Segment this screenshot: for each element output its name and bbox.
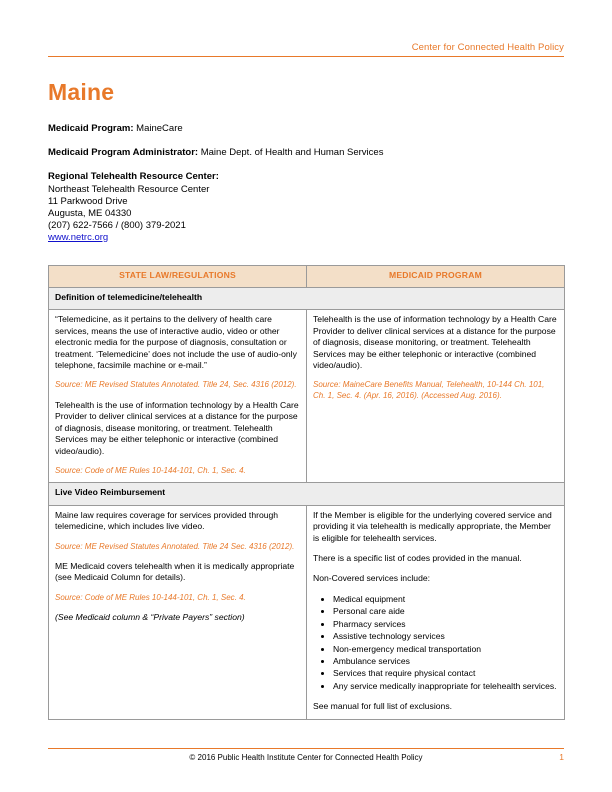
live-video-medicaid-paragraph-3: Non-Covered services include:	[313, 573, 431, 584]
definition-state-paragraph-2: Telehealth is the use of information technology by a Health Care Provider to deliver clinical services at a distance for the purpose of diagnosis, disease monitoring, or treatment. Telehealth Services may be either telephonic or interactive (combined video/audio).	[55, 399, 299, 456]
section-heading-row	[49, 287, 565, 309]
section-heading-live-video: Live Video Reimbursement	[49, 483, 565, 505]
list-item: • Pharmacy services	[333, 619, 558, 630]
table-header-row	[49, 265, 565, 287]
non-covered-services-list	[313, 594, 558, 692]
definition-state-paragraph: “Telemedicine, as it pertains to the delivery of health care services, means the use of interactive audio, video or other electronic media for the purpose of diagnosis, consultation or treatment. ‘Telemedicine’ does not include the use of audio-only telephone, facsimile machine or e-mail.”	[55, 314, 297, 371]
regional-trc-row	[48, 172, 564, 243]
live-video-medicaid-paragraph-4: See manual for full list of exclusions.	[313, 701, 452, 712]
live-video-medicaid-paragraph-1: If the Member is eligible for the underlying covered service and providing it via telehealth is medically appropriate, the Member is eligible for telehealth services.	[313, 509, 552, 543]
live-video-state-paragraph-1: Maine law requires coverage for services provided through telemedicine, which includes live video.	[55, 509, 279, 532]
medicaid-program-row	[48, 124, 564, 134]
column-header-medicaid-program: MEDICAID PROGRAM	[307, 265, 565, 287]
page-footer: © 2016 Public Health Institute Center for Connected Health Policy	[189, 753, 423, 762]
definition-medicaid-source: Source: MaineCare Benefits Manual, Telehealth, 10-144 Ch. 101, Ch. 1, Sec. 4. (Apr. 16, 2016). (Accessed Aug. 2016).	[313, 380, 545, 400]
table-row	[49, 505, 565, 719]
medicaid-program-label: Medicaid Program:	[48, 123, 134, 134]
definition-state-source-1: Source: ME Revised Statutes Annotated. Title 24, Sec. 4316 (2012).	[55, 380, 297, 390]
regional-trc-line: Augusta, ME 04330	[48, 208, 132, 220]
list-item: • Personal care aide	[333, 606, 558, 617]
live-video-medicaid-cell	[307, 505, 565, 719]
live-video-state-source-1: Source: ME Revised Statutes Annotated. Title 24 Sec. 4316 (2012).	[55, 541, 295, 551]
medicaid-administrator-value: Maine Dept. of Health and Human Services	[200, 146, 384, 158]
definition-medicaid-paragraph: Telehealth is the use of information technology by a Health Care Provider to deliver clinical services at a distance for the purpose of diagnosis, disease monitoring, or treatment. Telehealth Services may be either telephonic or interactive (combined video/audio).	[313, 314, 557, 371]
page-title: Maine	[48, 79, 115, 105]
live-video-state-source-2: Source: Code of ME Rules 10-144-101, Ch. 1, Sec. 4.	[55, 592, 246, 602]
section-heading-definition: Definition of telemedicine/telehealth	[49, 287, 565, 309]
definition-medicaid-cell	[307, 310, 565, 483]
header-org-name: Center for Connected Health Policy	[411, 42, 564, 53]
regional-trc-website-link[interactable]: www.netrc.org	[48, 231, 109, 243]
live-video-medicaid-paragraph-2: There is a specific list of codes provided in the manual.	[313, 553, 522, 564]
live-video-state-paragraph-2: ME Medicaid covers telehealth when it is medically appropriate (see Medicaid Column for details).	[55, 561, 295, 583]
footer-divider	[48, 748, 564, 749]
regional-trc-line: 11 Parkwood Drive	[48, 196, 128, 208]
list-item: • Medical equipment	[333, 594, 558, 605]
column-header-state-law: STATE LAW/REGULATIONS	[49, 265, 307, 287]
page-number: 1	[559, 752, 564, 762]
regional-trc-label: Regional Telehealth Resource Center:	[48, 170, 219, 182]
section-heading-row	[49, 483, 565, 505]
policy-table	[48, 265, 565, 720]
live-video-state-note: (See Medicaid column & “Private Payers” section)	[55, 612, 245, 623]
definition-state-law-cell	[49, 310, 307, 483]
list-item: • Services that require physical contact	[333, 668, 558, 679]
table-row	[49, 310, 565, 483]
page-header	[48, 0, 564, 53]
list-item: • Non-emergency medical transportation	[333, 644, 558, 655]
header-divider	[48, 56, 564, 57]
regional-trc-line: (207) 622-7566 / (800) 379-2021	[48, 220, 186, 232]
metadata-block	[48, 124, 564, 243]
definition-state-source-2: Source: Code of ME Rules 10-144-101, Ch. 1, Sec. 4.	[55, 465, 246, 475]
list-item: • Assistive technology services	[333, 631, 558, 642]
medicaid-administrator-label: Medicaid Program Administrator:	[48, 146, 199, 158]
live-video-state-law-cell	[49, 505, 307, 719]
list-item: • Ambulance services	[333, 656, 558, 667]
regional-trc-line: Northeast Telehealth Resource Center	[48, 183, 210, 195]
medicaid-administrator-row	[48, 148, 564, 158]
medicaid-program-value: MaineCare	[136, 123, 183, 134]
list-item: • Any service medically inappropriate for telehealth services.	[333, 681, 558, 692]
